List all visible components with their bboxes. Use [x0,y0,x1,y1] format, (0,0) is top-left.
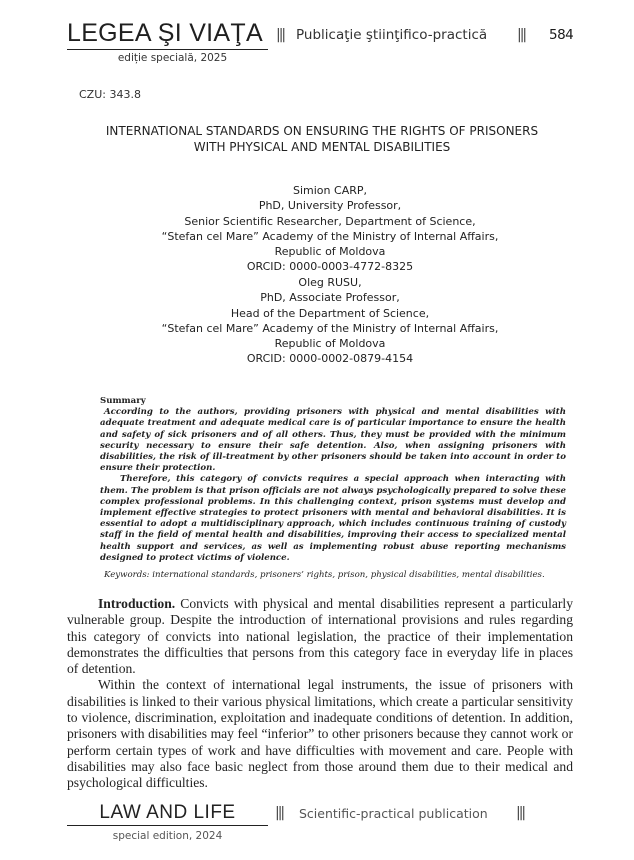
edition-label: ediție specială, 2025 [117,52,228,64]
header-rule [67,49,268,50]
czu-code: CZU: 343.8 [79,88,141,101]
footer-publication-type: Scientific-practical publication [299,806,488,821]
author-block [110,183,550,275]
author-name: Simion CARP, [293,184,367,197]
author-institution: “Stefan cel Mare” Academy of the Ministry of Internal Affairs, [161,229,499,243]
keywords: Keywords: international standards, prisoners’ rights, prison, physical disabilities, mental disabilities. [104,570,545,581]
article-title-line: INTERNATIONAL STANDARDS ON ENSURING THE RIGHTS OF PRISONERS [105,124,539,138]
author-country: Republic of Moldova [274,337,386,351]
author-country: Republic of Moldova [274,245,386,259]
page-number: 584 [549,27,574,43]
separator-bars: ||| [275,805,284,821]
footer-edition: special edition, 2024 [112,830,223,842]
separator-bars: ||| [516,805,525,821]
summary-paragraph: According to the authors, providing prisoners with physical and mental disabilities with adequate treatment and adequate medical care is of particular importance to ensure the health and safety of sick prisoners and of all others. Thus, they must be provided with the minimum security necessary to ensure their safe detention. Also, when assigning prisoners with disabilities, the risk of ill-treatment by other prisoners should be taken into account in order to ensure their protection. [100,407,566,474]
journal-title: LEGEA ŞI VIAŢA [67,19,263,47]
separator-bars: ||| [276,27,285,43]
footer-brand [67,801,268,842]
page-footer [67,801,547,851]
footer-rule [67,825,268,826]
article-title [60,123,584,155]
author-name: Oleg RUSU, [298,276,362,289]
summary-section [100,396,566,581]
intro-label: Introduction. [98,596,176,611]
author-degree: PhD, University Professor, [258,199,402,213]
author-institution: “Stefan cel Mare” Academy of the Ministry of Internal Affairs, [161,321,499,335]
separator-bars: ||| [517,27,526,43]
journal-brand [67,18,268,64]
author-degree: PhD, Associate Professor, [260,291,400,305]
footer-journal-title: LAW AND LIFE [99,802,236,823]
summary-heading: Summary [100,396,146,406]
article-title-line: WITH PHYSICAL AND MENTAL DISABILITIES [193,140,451,154]
page-header [67,18,587,70]
publication-type: Publicaţie ştiinţifico-practică [296,27,488,43]
author-orcid: ORCID: 0000-0003-4772-8325 [246,260,414,274]
author-orcid: ORCID: 0000-0002-0879-4154 [246,352,414,366]
article-body [67,596,573,792]
body-paragraph: Within the context of international legal instruments, the issue of prisoners with disabilities is linked to their various physical limitations, which create a particular sensitivity to violence, discrimination, exploitation and inadequate conditions of detention. In addition, prisoners with disabilities may feel “inferior” to other prisoners because they cannot work or perform certain types of work and have difficulties with movement and care. People with disabilities may also face basic neglect from those around them due to their medical and psychological difficulties. [67,677,573,791]
author-position: Head of the Department of Science, [230,306,430,320]
summary-paragraph: Therefore, this category of convicts requires a special approach when interacting with them. The problem is that prison officials are not always psychologically prepared to solve these complex professional problems. In this challenging context, prison systems must develop and implement effective strategies to protect prisoners with mental and behavioral disabilities. It is essential to adopt a multidisciplinary approach, which includes continuous training of custody staff in the field of mental health and disabilities, improving their access to specialized mental health support and services, as well as implementing robust abuse reporting mechanisms designed to protect victims of violence. [100,474,566,563]
intro-text: Convicts with physical and mental disabilities represent a particularly vulnerable group. Despite the introduction of international provisions and rules regarding this category of convicts into national legislation, the practice of their implementation demonstrates the difficulties that persons from this category face in everyday life in places of detention. [67,596,573,677]
body-paragraph [67,596,573,677]
author-position: Senior Scientific Researcher, Department of Science, [184,214,476,228]
author-block [110,275,550,367]
